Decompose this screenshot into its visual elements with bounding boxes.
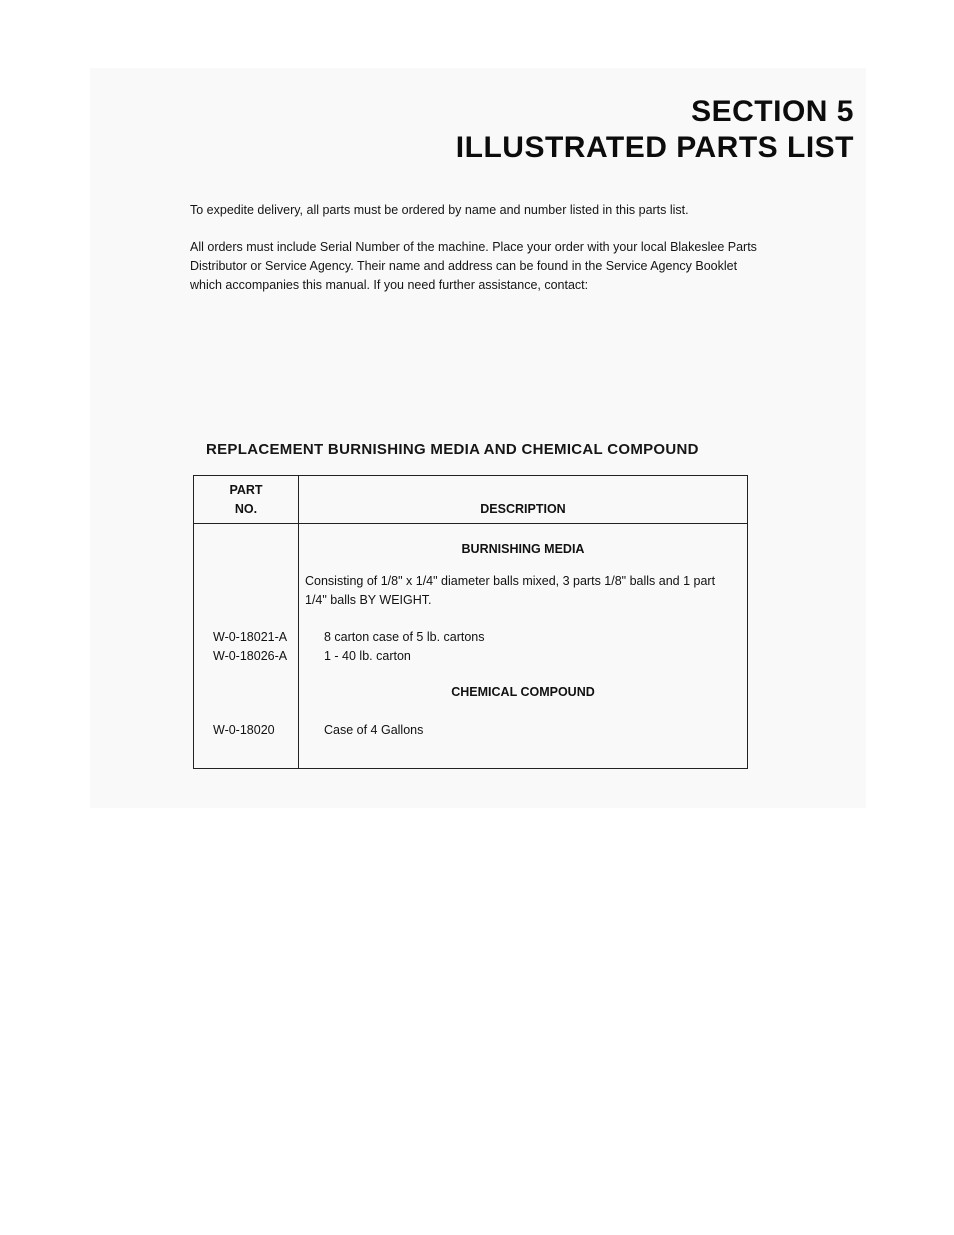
header-part-line1: PART <box>229 483 263 497</box>
burnishing-media-note: Consisting of 1/8" x 1/4" diameter balls mixed, 3 parts 1/8" balls and 1 part 1/4" balls BY WEIGHT. <box>305 574 716 607</box>
section-title: ILLUSTRATED PARTS LIST <box>455 131 854 164</box>
header-part-line2: NO. <box>234 502 258 516</box>
part-number: W-0-18026-A <box>213 649 288 663</box>
burnishing-media-heading: BURNISHING MEDIA <box>461 542 585 556</box>
part-description: 1 - 40 lb. carton <box>324 649 411 663</box>
intro-paragraph-2: All orders must include Serial Number of the machine. Place your order with your local Blakeslee Parts Distributor or Service Agency. Their name and address can be found in the Service Agency Booklet which accompanies this manual. If you need further assistance, contact: <box>190 240 757 292</box>
intro-text <box>190 201 760 313</box>
chemical-compound-heading: CHEMICAL COMPOUND <box>451 685 595 699</box>
table-title: REPLACEMENT BURNISHING MEDIA AND CHEMICAL COMPOUND <box>206 441 699 458</box>
header-description: DESCRIPTION <box>480 502 566 516</box>
section-heading <box>456 94 854 166</box>
intro-paragraph-1: To expedite delivery, all parts must be ordered by name and number listed in this parts list. <box>190 203 689 217</box>
part-description: Case of 4 Gallons <box>324 723 424 737</box>
part-number: W-0-18020 <box>213 723 275 737</box>
column-divider <box>298 476 299 768</box>
header-part-no <box>194 481 298 519</box>
parts-table <box>193 475 748 769</box>
section-number: SECTION 5 <box>691 95 854 128</box>
part-number: W-0-18021-A <box>213 630 288 644</box>
part-description: 8 carton case of 5 lb. cartons <box>324 630 485 644</box>
header-divider <box>194 523 747 524</box>
